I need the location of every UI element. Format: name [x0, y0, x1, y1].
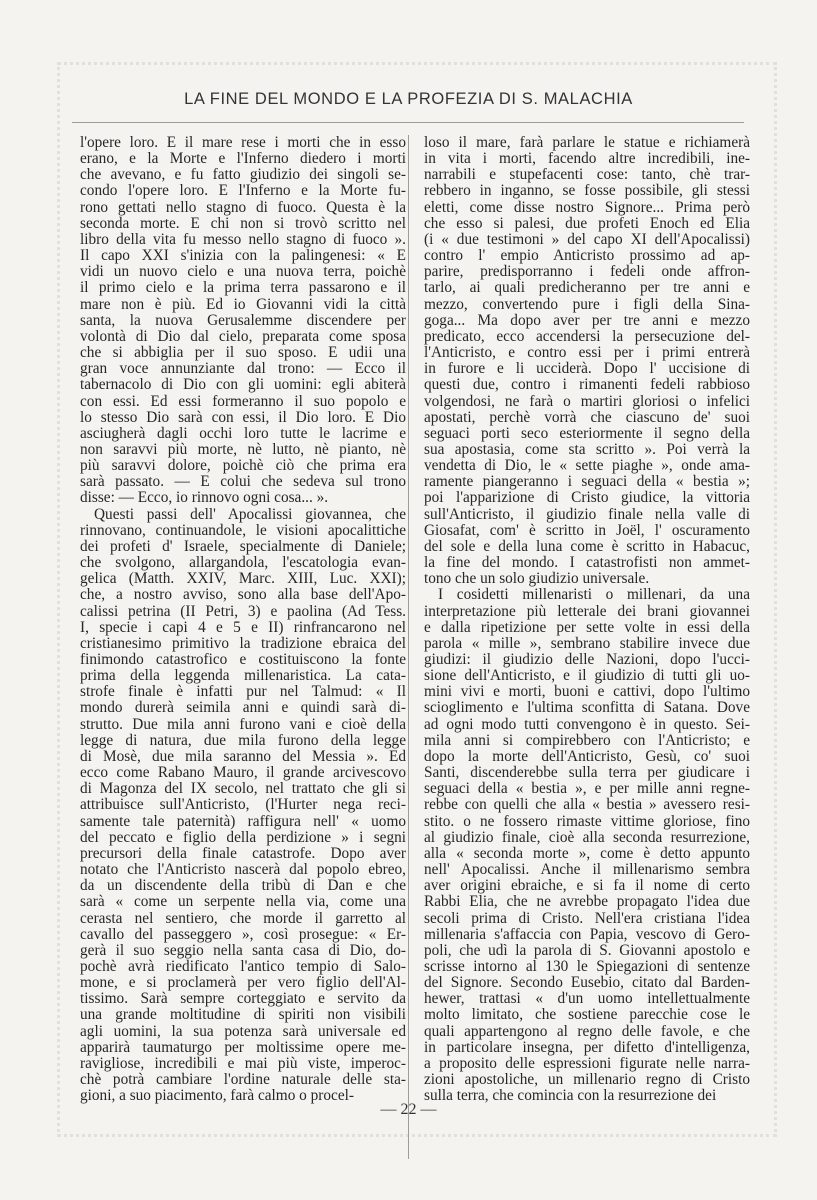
text-line: scrisse intorno al 130 le Spiegazioni di sentenze — [424, 957, 750, 975]
text-line: sarà passato. — E colui che sedeva sul trono — [80, 473, 406, 491]
text-line: in vita i morti, facendo altre incredibili, ine- — [424, 150, 750, 168]
column-divider — [408, 135, 409, 1159]
text-line: e dalla ripetizione per sette volte in essi della — [424, 618, 750, 636]
text-line: sarà « come un serpente nella via, come una — [80, 893, 406, 911]
text-line: precursori della finale catastrofe. Dopo aver — [80, 844, 406, 862]
text-line: volgendosi, ne farà o martiri gloriosi o infelici — [424, 392, 750, 410]
text-line: predicato, ecco accendersi la persecuzione del- — [424, 327, 750, 345]
left-text-column — [80, 135, 406, 1104]
text-line: dei profeti d' Israele, specialmente di Daniele; — [80, 537, 406, 555]
text-line: cavallo del passeggero », così prosegue: « Er- — [80, 925, 406, 943]
header-rule — [72, 122, 744, 123]
text-line: una grande moltitudine di spiriti non visibili — [80, 1006, 406, 1024]
text-line: loso il mare, farà parlare le statue e richiamerà — [424, 134, 750, 151]
text-line: gioni, a suo piacimento, farà calmo o procel- — [80, 1087, 354, 1105]
text-line: questi due, contro i rimanenti fedeli rabbioso — [424, 376, 750, 394]
text-line: mone, e si proclamerà per vero figlio dell'Al- — [80, 974, 406, 992]
text-line: scioglimento e l'ultima sconfitta di Satana. Dove — [424, 699, 750, 717]
text-line: chè potrà cambiare l'ordine naturale delle sta- — [80, 1071, 406, 1089]
text-line: aver origini ebraiche, e si fa il nome di certo — [424, 877, 750, 895]
text-line: che svolgono, allargandola, l'escatologia evan- — [80, 554, 406, 572]
text-line: poli, che udì la parola di S. Giovanni apostolo e — [424, 941, 750, 959]
text-line: agli uomini, la sua potenza sarà universale ed — [80, 1022, 406, 1040]
text-line: contro l' empio Anticristo prossimo ad ap- — [424, 247, 750, 265]
text-line: I cosidetti millenaristi o millenari, da una — [438, 586, 750, 604]
text-line: quali appartengono al regno delle favole, e che — [424, 1022, 750, 1040]
text-line: vendetta di Dio, le « sette piaghe », onde ama- — [424, 457, 750, 475]
text-line: strutto. Due mila anni furono vani e cioè della — [80, 715, 406, 733]
text-line: che, a nostro avviso, sono alla base dell'Apo- — [80, 586, 406, 604]
text-line: seguaci della « bestia », e per mille anni regne- — [424, 780, 750, 798]
text-line: Giosafat, com' è scritto in Joël, l' oscuramento — [424, 521, 750, 539]
text-line: parola « mille », sembrano stabilire invece due — [424, 634, 750, 652]
text-line: giudizi: il giudizio delle Nazioni, dopo l'ucci- — [424, 651, 750, 668]
text-line: tabernacolo di Dio con gli uomini: egli abiterà — [80, 376, 406, 394]
text-line: mila anni si compirebbero con l'Anticristo; e — [424, 731, 750, 749]
text-line: in particolare insegna, per difetto d'intelligenza, — [424, 1038, 750, 1056]
text-line: pochè avrà riedificato l'antico tempio di Salo- — [80, 957, 406, 975]
text-line: più saravvi dolore, poichè ciò che prima era — [80, 457, 406, 475]
text-line: legge di natura, due mila furono della legge — [80, 731, 406, 749]
text-line: che esso si palesi, due profeti Enoch ed Elia — [424, 214, 750, 232]
text-line: calissi petrina (II Petri, 3) e paolina (Ad Tess. — [80, 602, 406, 620]
text-line: mezzo, convertendo pure i figli della Sina- — [424, 295, 750, 313]
text-line: gran voce annunziante dal trono: — Ecco il — [80, 360, 406, 378]
text-line: santa, la nuova Gerusalemme discendere per — [80, 311, 406, 329]
text-line: seguaci porti seco esteriormente il segno della — [424, 424, 750, 442]
text-line: l'opere loro. E il mare rese i morti che in esso — [80, 134, 406, 151]
text-line: rinnovano, continuandole, le visioni apocalittiche — [80, 521, 406, 539]
text-line: mini vivi e morti, buoni e cattivi, dopo l'ultimo — [424, 683, 750, 701]
text-line: parire, predisporranno i fedeli onde affron- — [424, 263, 750, 281]
text-line: eletti, come disse nostro Signore... Prima però — [424, 198, 750, 216]
text-line: prima della leggenda millenaristica. La cata- — [80, 667, 406, 685]
text-line: sulla terra, che comincia con la resurrezione dei — [424, 1087, 717, 1105]
text-line: la fine del mondo. I catastrofisti non ammet- — [424, 554, 750, 572]
text-line: sione dell'Anticristo, e il giudizio di tutti gli uo- — [424, 667, 750, 685]
text-line: condo l'opere loro. E l'Inferno e la Morte fu- — [80, 182, 406, 200]
text-line: sua apostasia, come sta scritto ». Poi verrà la — [424, 440, 750, 458]
text-line: secoli prima di Cristo. Nell'era cristiana l'idea — [424, 909, 750, 927]
text-line: ad ogni modo tutti convengono è in questo. Sei- — [424, 715, 750, 733]
text-line: tarlo, ai quali predicheranno per tre anni e — [424, 279, 750, 297]
text-line: mare non è più. Ed io Giovanni vidi la città — [80, 295, 406, 313]
text-line: gerà il suo seggio nella santa casa di Dio, do- — [80, 941, 406, 959]
text-line: volontà di Dio dal cielo, preparata come sposa — [80, 327, 406, 345]
text-line: del peccato e figlio della perdizione » i segni — [80, 828, 406, 846]
text-line: stito. o ne fossero rimaste vittime gloriose, fino — [424, 812, 750, 830]
text-line: Il capo XXI s'inizia con la palingenesi: « E — [80, 247, 406, 265]
text-line: del sole e della luna come è scritto in Habacuc, — [424, 537, 750, 555]
text-line: Santi, discenderebbe sulla terra per giudicare i — [424, 764, 750, 782]
text-line: I, specie i capi 4 e 5 e II) rinfrancarono nel — [80, 618, 406, 636]
text-line: il primo cielo e la prima terra passarono e il — [80, 279, 406, 297]
text-line: mondo durerà seimila anni e quindi sarà di- — [80, 699, 406, 717]
text-line: tono che un solo giudizio universale. — [424, 570, 650, 588]
text-line: in furore e li ucciderà. Dopo l' uccisione di — [424, 360, 750, 378]
text-line: con essi. Ed essi formeranno il suo popolo e — [80, 392, 406, 410]
text-line: samente tale paternità) raffigura nell' « uomo — [80, 812, 406, 830]
right-text-column — [424, 135, 750, 1104]
text-line: apostati, perchè vorrà che ciascuno de' suoi — [424, 408, 750, 426]
text-line: seconda morte. E chi non si trovò scritto nel — [80, 214, 406, 232]
text-line: che avevano, e fu fatto giudizio dei singoli se- — [80, 166, 406, 184]
text-line: gelica (Matth. XXIV, Marc. XIII, Luc. XXI); — [80, 570, 406, 588]
text-line: ravigliose, incredibili e mai più viste, imperoc- — [80, 1054, 406, 1072]
text-line: l'Anticristo, e contro essi per i primi entrerà — [424, 344, 750, 362]
text-line: erano, e la Morte e l'Inferno diedero i morti — [80, 150, 406, 168]
text-line: millenaria s'affaccia con Papia, vescovo di Gero- — [424, 925, 750, 943]
text-line: ramente piangeranno i seguaci della « bestia »; — [424, 473, 750, 491]
text-line: strofe finale è infatti pur nel Talmud: « Il — [80, 683, 406, 701]
text-line: tissimo. Sarà sempre corteggiato e servito da — [80, 990, 406, 1008]
text-line: interpretazione più letterale dei brani giovannei — [424, 602, 750, 620]
text-line: cerasta nel sentiero, che morde il garretto al — [80, 909, 406, 927]
text-line: apparirà taumaturgo per moltissime opere me- — [80, 1038, 406, 1056]
text-line: cristianesimo primitivo la tradizione ebraica del — [80, 634, 406, 652]
text-line: molto limitato, che sostiene parecchie cose le — [424, 1006, 750, 1024]
text-line: poi l'apparizione di Cristo giudice, la vittoria — [424, 489, 750, 507]
text-line: rebbero in inganno, se fosse possibile, gli stessi — [424, 182, 750, 200]
text-line: (i « due testimoni » del capo XI dell'Apocalissi) — [424, 230, 750, 248]
text-line: rono gettati nello stagno di fuoco. Questa è la — [80, 198, 406, 216]
text-line: al giudizio finale, cioè alla seconda resurrezione, — [424, 828, 750, 846]
text-line: nell' Apocalissi. Anche il millenarismo sembra — [424, 861, 750, 879]
text-line: da un discendente della tribù di Dan e che — [80, 877, 406, 895]
text-line: ecco come Rabano Mauro, il grande arcivescovo — [80, 764, 406, 782]
text-line: a proposito delle espressioni figurate nelle narra- — [424, 1054, 750, 1072]
text-line: alla « seconda morte », come è detto appunto — [424, 844, 750, 862]
text-line: vidi un nuovo cielo e una nuova terra, poichè — [80, 263, 406, 281]
text-line: di Mosè, due mila saranno del Messia ». Ed — [80, 747, 406, 765]
text-line: dopo la morte dell'Anticristo, Gesù, co' suoi — [424, 747, 750, 765]
text-line: libro della vita fu messo nello stagno di fuoco ». — [80, 230, 406, 248]
text-line: notato che l'Anticristo nascerà dal popolo ebreo, — [80, 861, 406, 879]
text-line: hewer, trattasi « d'un uomo intellettualmente — [424, 990, 750, 1008]
text-line: asciugherà dagli occhi loro tutte le lacrime e — [80, 424, 406, 442]
text-line: attribuisce sull'Anticristo, (l'Hurter nega reci- — [80, 796, 406, 814]
text-line: rebbe con quelli che alla « bestia » avessero resi- — [424, 796, 750, 814]
text-line: che si abbiglia per il suo sposo. E udii una — [80, 344, 406, 362]
text-line: zioni apostoliche, un millenario regno di Cristo — [424, 1071, 750, 1089]
running-head: LA FINE DEL MONDO E LA PROFEZIA DI S. MALACHIA — [184, 90, 633, 108]
text-line: Rabbi Elia, che ne avrebbe propagato l'idea due — [424, 893, 750, 911]
text-line: goga... Ma dopo aver per tre anni e mezzo — [424, 311, 750, 329]
text-line: sull'Anticristo, il giudizio finale nella valle di — [424, 505, 750, 523]
text-line: finimondo catastrofico e costituiscono la fonte — [80, 651, 406, 668]
text-line: di Magonza del IX secolo, nel trattato che gli si — [80, 780, 406, 798]
text-line: non saravvi più morte, nè lutto, nè pianto, nè — [80, 440, 406, 458]
text-line: narrabili e stupefacenti cose: tanto, chè trar- — [424, 166, 750, 184]
text-line: disse: — Ecco, io rinnovo ogni cosa... ». — [80, 489, 329, 507]
text-line: Questi passi dell' Apocalissi giovannea, che — [94, 505, 406, 523]
page-number: — 22 — — [380, 1101, 437, 1118]
text-line: lo stesso Dio sarà con essi, il Dio loro. E Dio — [80, 408, 406, 426]
text-line: del Signore. Secondo Eusebio, citato dal Barden- — [424, 974, 750, 992]
